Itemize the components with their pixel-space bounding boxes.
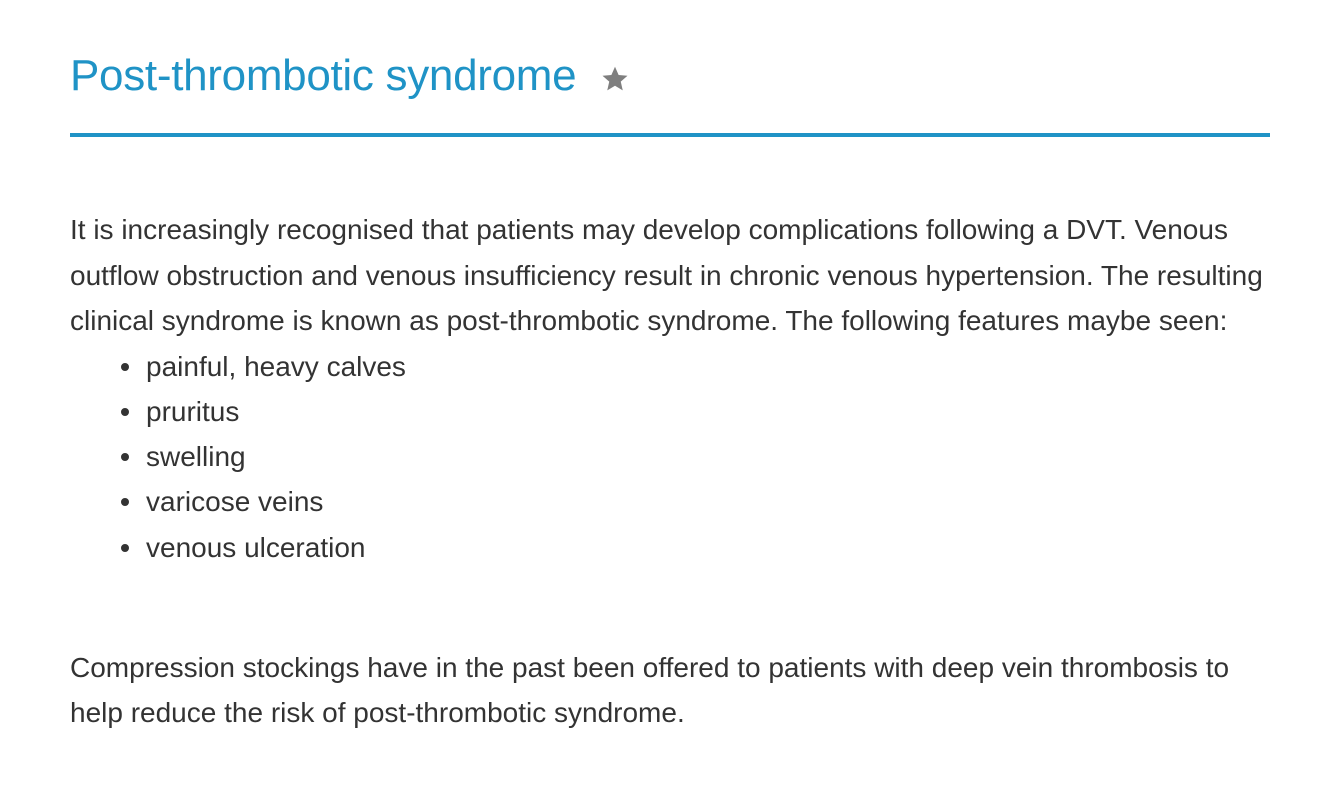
list-item: swelling — [146, 434, 1270, 479]
list-item: venous ulceration — [146, 525, 1270, 570]
list-item: varicose veins — [146, 479, 1270, 524]
article-header — [70, 0, 1270, 104]
list-item: painful, heavy calves — [146, 344, 1270, 389]
closing-paragraph: Compression stockings have in the past been offered to patients with deep vein thrombosis to help reduce the risk of post-thrombotic syndrome. — [70, 651, 1230, 729]
star-icon[interactable] — [600, 64, 630, 94]
features-list — [70, 344, 1270, 570]
page-title[interactable]: Post-thrombotic syndrome — [70, 51, 577, 100]
title-divider — [70, 133, 1270, 137]
star-shape — [603, 67, 628, 91]
list-item: pruritus — [146, 389, 1270, 434]
intro-paragraph: It is increasingly recognised that patients may develop complications following a DVT. Venous outflow obstruction and venous insufficiency result in chronic venous hypertension. The resulting clinical syndrome is known as post-thrombotic syndrome. The following features maybe seen: — [70, 214, 1263, 336]
